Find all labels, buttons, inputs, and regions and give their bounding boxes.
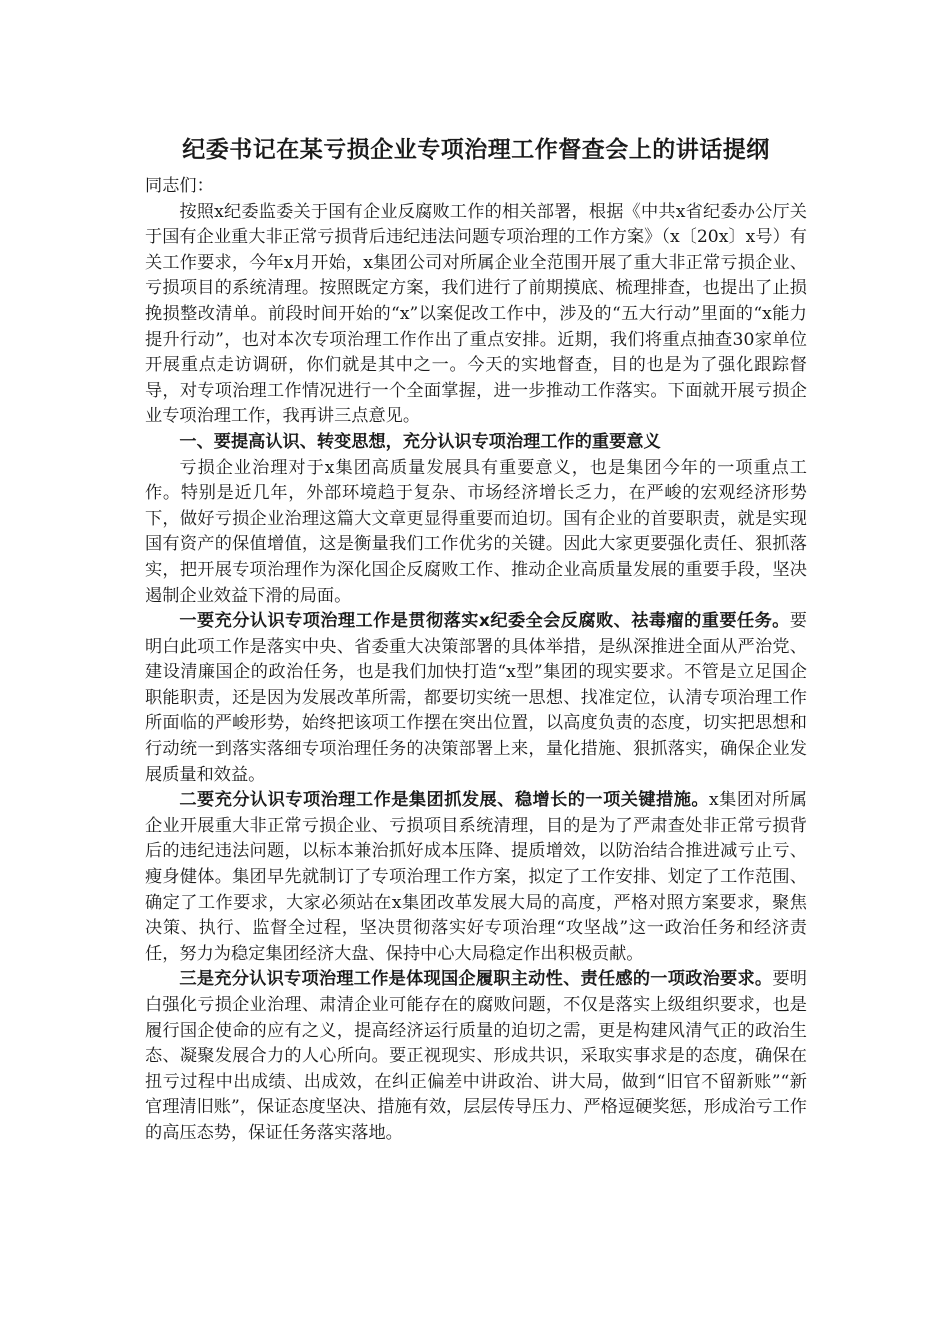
point-1-body: 要明白此项工作是落实中央、省委重大决策部署的具体举措，是纵深推进全面从严治党、建设清廉国企的政治任务，也是我们加快打造“x型”集团的现实要求。不管是立足国企职能职责，还是因为发展改革所需，都要切实统一思想、找准定位，认清专项治理工作所面临的严峻形势，始终把该项工作摆在突出位置，以高度负责的态度，切实把思想和行动统一到落实落细专项治理任务的决策部署上来，量化措施、狠抓落实，确保企业发展质量和效益。	[145, 611, 807, 785]
intro-paragraph: 按照x纪委监委关于国有企业反腐败工作的相关部署，根据《中共x省纪委办公厅关于国有企业重大非正常亏损背后违纪违法问题专项治理的工作方案》（x〔20x〕x号）有关工作要求，今年x月开始，x集团公司对所属企业全范围开展了重大非正常亏损企业、亏损项目的系统清理。按照既定方案，我们进行了前期摸底、梳理排查，也提出了止损挽损整改清单。前段时间开始的“x”以案促改工作中，涉及的“五大行动”里面的“x能力提升行动”，也对本次专项治理工作作出了重点安排。近期，我们将重点抽查30家单位开展重点走访调研，你们就是其中之一。今天的实地督查，目的也是为了强化跟踪督导，对专项治理工作情况进行一个全面掌握，进一步推动工作落实。下面就开展亏损企业专项治理工作，我再讲三点意见。	[145, 201, 807, 427]
point-3-lead: 三是充分认识专项治理工作是体现国企履职主动性、责任感的一项政治要求。	[179, 969, 773, 990]
section-1-heading: 一、要提高认识、转变思想，充分认识专项治理工作的重要意义	[179, 431, 661, 452]
point-2-lead: 二要充分认识专项治理工作是集团抓发展、稳增长的一项关键措施。	[179, 790, 710, 811]
point-1-paragraph	[145, 609, 807, 788]
greeting: 同志们：	[145, 176, 214, 196]
point-3-paragraph	[145, 967, 807, 1146]
point-1-lead: 一要充分认识专项治理工作是贯彻落实x纪委全会反腐败、祛毒瘤的重要任务。	[179, 611, 790, 632]
section-1-body: 亏损企业治理对于x集团高质量发展具有重要意义，也是集团今年的一项重点工作。特别是近几年，外部环境趋于复杂、市场经济增长乏力，在严峻的宏观经济形势下，做好亏损企业治理这篇大文章更显得重要而迫切。国有企业的首要职责，就是实现国有资产的保值增值，这是衡量我们工作优劣的关键。因此大家更要强化责任、狠抓落实，把开展专项治理作为深化国企反腐败工作、推动企业高质量发展的重要手段，坚决遏制企业效益下滑的局面。	[145, 457, 807, 606]
point-3-body: 要明白强化亏损企业治理、肃清企业可能存在的腐败问题，不仅是落实上级组织要求，也是履行国企使命的应有之义，提高经济运行质量的迫切之需，更是构建风清气正的政治生态、凝聚发展合力的人心所向。要正视现实、形成共识，采取实事求是的态度，确保在扭亏过程中出成绩、出成效，在纠正偏差中讲政治、讲大局，做到“旧官不留新账”“新官理清旧账”，保证态度坚决、措施有效，层层传导压力、严格逗硬奖惩，形成治亏工作的高压态势，保证任务落实落地。	[145, 969, 807, 1143]
point-2-paragraph	[145, 788, 807, 967]
document-title: 纪委书记在某亏损企业专项治理工作督查会上的讲话提纲	[182, 137, 770, 163]
point-2-body: x集团对所属企业开展重大非正常亏损企业、亏损项目系统清理，目的是为了严肃查处非正常亏损背后的违纪违法问题，以标本兼治抓好成本压降、提质增效，以防治结合推进减亏止亏、瘦身健体。集团早先就制订了专项治理工作方案，拟定了工作安排、划定了工作范围、确定了工作要求，大家必须站在x集团改革发展大局的高度，严格对照方案要求，聚焦决策、执行、监督全过程，坚决贯彻落实好专项治理“攻坚战”这一政治任务和经济责任，努力为稳定集团经济大盘、保持中心大局稳定作出积极贡献。	[145, 790, 807, 964]
document-page	[145, 132, 807, 1147]
